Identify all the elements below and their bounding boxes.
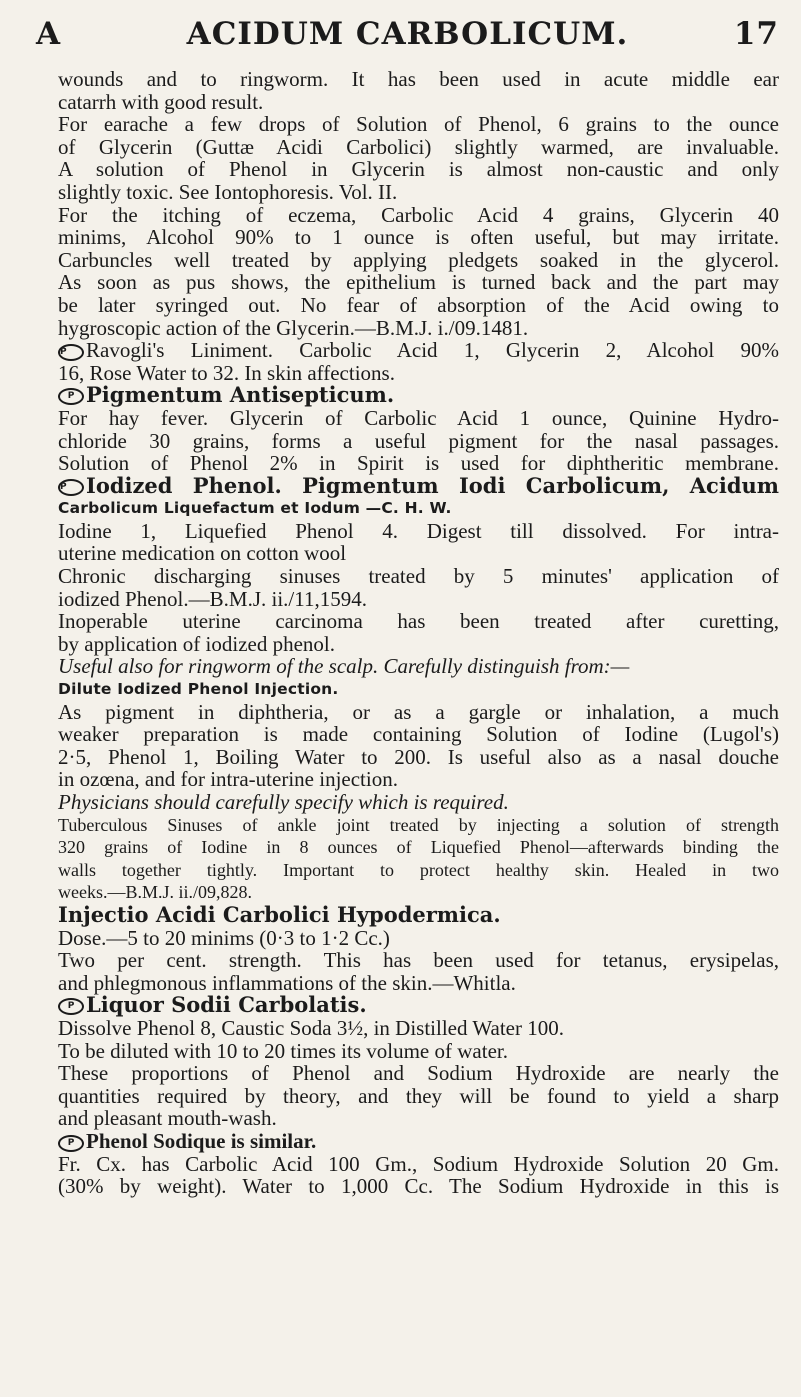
note-line: 320 grains of Iodine in 8 ounces of Liquefied Phenol—afterwards binding the: [58, 837, 779, 858]
section-heading: Phenol Sodique is similar.: [86, 1128, 317, 1153]
note-line: walls together tightly. Important to protect healthy skin. Healed in two: [58, 859, 779, 880]
text-line: These proportions of Phenol and Sodium Hydroxide are nearly the: [58, 1061, 779, 1086]
section-heading: Liquor Sodii Carbolatis.: [86, 992, 367, 1018]
text-line: weaker preparation is made containing Solution of Iodine (Lugol's): [58, 722, 779, 747]
preparation-heading-line: [58, 994, 779, 1017]
text-line: minims, Alcohol 90% to 1 ounce is often useful, but may irritate.: [58, 225, 779, 250]
text-line: As pigment in diphtheria, or as a gargle or inhalation, a much: [58, 699, 779, 724]
text-line: in ozœna, and for intra-uterine injection.: [58, 767, 398, 792]
text-line: Carbuncles well treated by applying pledgets soaked in the glycerol.: [58, 247, 779, 272]
text-line: Iodine 1, Liquefied Phenol 4. Digest till dissolved. For intra-: [58, 518, 779, 543]
note-line: weeks.—B.M.J. ii./09,828.: [58, 882, 253, 903]
text-line: 2·5, Phenol 1, Boiling Water to 200. Is useful also as a nasal douche: [58, 744, 779, 769]
text-line: For hay fever. Glycerin of Carbolic Acid 1 ounce, Quinine Hydro-: [58, 405, 779, 430]
text-line: Inoperable uterine carcinoma has been treated after curetting,: [58, 609, 779, 634]
text-line: Solution of Phenol 2% in Spirit is used for diphtheritic membrane.: [58, 451, 779, 476]
preparation-heading-line: [58, 384, 779, 407]
preparation-heading-line: [58, 1130, 779, 1153]
page-number: 17: [733, 16, 779, 52]
text-line: and phlegmonous inflammations of the skin.—Whitla.: [58, 970, 516, 995]
text-line: For the itching of eczema, Carbolic Acid 4 grains, Glycerin 40: [58, 202, 779, 227]
text-line: Useful also for ringworm of the scalp. Carefully distinguish from:—: [58, 654, 630, 679]
official-mark-icon: P: [58, 1135, 84, 1152]
note-line: Tuberculous Sinuses of ankle joint treated by injecting a solution of strength: [58, 814, 779, 835]
text-line: Ravogli's Liniment. Carbolic Acid 1, Glycerin 2, Alcohol 90%: [86, 338, 779, 363]
text-line: Fr. Cx. has Carbolic Acid 100 Gm., Sodium Hydroxide Solution 20 Gm.: [58, 1151, 779, 1176]
synonym-line: Carbolicum Liquefactum et Iodum —C. H. W.: [58, 499, 452, 518]
text-line: and pleasant mouth-wash.: [58, 1106, 277, 1131]
header-title: ACIDUM CARBOLICUM.: [186, 16, 629, 52]
text-line: Two per cent. strength. This has been used for tetanus, erysipelas,: [58, 948, 779, 973]
section-heading: Iodized Phenol. Pigmentum Iodi Carbolicum, Acidum: [86, 472, 779, 498]
subheading-line: Dilute Iodized Phenol Injection.: [58, 680, 339, 699]
official-mark-icon: P: [58, 479, 84, 496]
warning-line: Physicians should carefully specify which is required.: [58, 790, 509, 814]
preparation-heading-line: [58, 472, 779, 498]
official-mark-icon: P: [58, 388, 84, 405]
text-line: be later syringed out. No fear of absorption of the Acid owing to: [58, 292, 779, 317]
text-line: wounds and to ringworm. It has been used in acute middle ear: [58, 67, 779, 91]
text-line: Dissolve Phenol 8, Caustic Soda 3½, in Distilled Water 100.: [58, 1015, 564, 1040]
section-heading: Injectio Acidi Carbolici Hypodermica.: [58, 901, 501, 927]
text-line: chloride 30 grains, forms a useful pigment for the nasal passages.: [58, 428, 779, 453]
text-line: (30% by weight). Water to 1,000 Cc. The Sodium Hydroxide in this is: [58, 1174, 779, 1199]
text-line: Chronic discharging sinuses treated by 5 minutes' application of: [58, 564, 779, 589]
official-mark-icon: P: [58, 998, 84, 1015]
text-line: A solution of Phenol in Glycerin is almost non-caustic and only: [58, 157, 779, 182]
preparation-heading-line: [58, 339, 779, 362]
official-mark-icon: P: [58, 344, 84, 361]
text-line: slightly toxic. See Iontophoresis. Vol. II.: [58, 179, 398, 204]
text-line: As soon as pus shows, the epithelium is turned back and the part may: [58, 270, 779, 295]
text-line: For earache a few drops of Solution of Phenol, 6 grains to the ounce: [58, 112, 779, 137]
text-line: uterine medication on cotton wool: [58, 541, 347, 566]
header-letter: A: [36, 16, 62, 52]
text-line: catarrh with good result.: [58, 89, 264, 114]
text-line: by application of iodized phenol.: [58, 631, 336, 656]
text-line: quantities required by theory, and they will be found to yield a sharp: [58, 1083, 779, 1108]
text-line: Dose.—5 to 20 minims (0·3 to 1·2 Cc.): [58, 925, 390, 950]
running-header: [36, 8, 779, 54]
text-line: To be diluted with 10 to 20 times its volume of water.: [58, 1038, 508, 1063]
section-heading: Pigmentum Antisepticum.: [86, 382, 395, 408]
page-body: [58, 68, 779, 1198]
text-line: iodized Phenol.—B.M.J. ii./11,1594.: [58, 586, 367, 611]
text-line: hygroscopic action of the Glycerin.—B.M.J. i./09.1481.: [58, 315, 529, 340]
text-line: of Glycerin (Guttæ Acidi Carbolici) slightly warmed, are invaluable.: [58, 134, 779, 159]
text-line: 16, Rose Water to 32. In skin affections.: [58, 360, 395, 385]
